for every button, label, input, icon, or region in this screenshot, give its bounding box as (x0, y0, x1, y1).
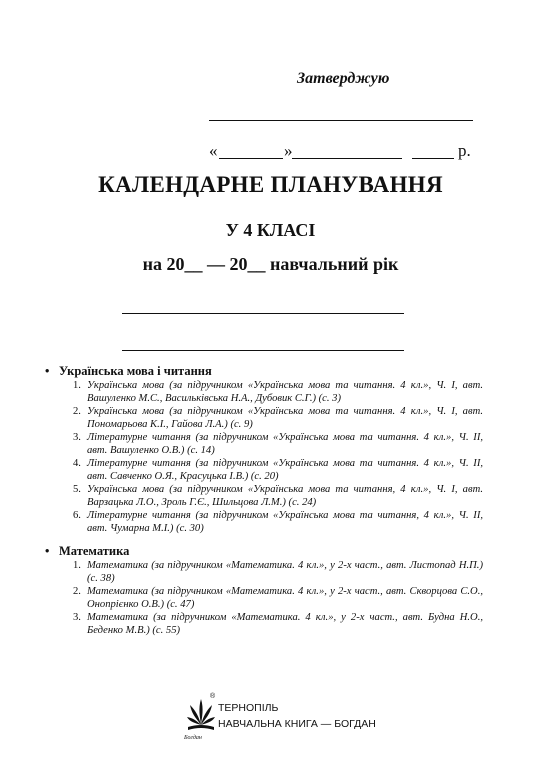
year-suffix: р. (458, 141, 471, 160)
signature-line (209, 120, 473, 121)
section-heading-ukrainian (45, 364, 212, 379)
list-item (73, 431, 483, 457)
bullet: • (45, 364, 50, 378)
publisher-city: ТЕРНОПІЛЬ (218, 702, 279, 714)
book-sprout-icon (186, 695, 216, 735)
section-title: Математика (59, 544, 130, 558)
approval-label: Затверджую (297, 70, 390, 87)
page-title: КАЛЕНДАРНЕ ПЛАНУВАННЯ (98, 172, 443, 197)
grade-heading: У 4 КЛАСІ (225, 220, 316, 240)
item-number: 1. (73, 560, 81, 571)
month-line (292, 158, 402, 159)
math-list (73, 559, 483, 637)
item-number: 1. (73, 380, 81, 391)
section-heading-math (45, 544, 129, 559)
item-number: 3. (73, 612, 81, 623)
item-text: Літературне читання (за підручником «Українська мова та читання, 4 кл.», Ч. ІІ, авт. Чумарна М.І.) (с. 30) (87, 510, 483, 534)
item-text: Літературне читання (за підручником «Українська мова та читання. 4 кл.», Ч. ІІ, авт. Вашуленко О.В.) (с. 14) (87, 432, 483, 456)
bullet: • (45, 544, 50, 558)
registered-mark: ® (210, 693, 216, 700)
item-text: Українська мова (за підручником «Українська мова та читання. 4 кл.», Ч. І, авт. Пономарьова К.І., Гайова Л.А.) (с. 9) (87, 406, 483, 430)
school-line (122, 350, 404, 351)
publisher-text (218, 700, 376, 732)
year-line (412, 158, 454, 159)
list-item (73, 405, 483, 431)
list-item (73, 457, 483, 483)
item-number: 5. (73, 484, 81, 495)
item-text: Математика (за підручником «Математика. 4 кл.», у 2-х част., авт. Листопад Н.П.) (с. 38) (87, 560, 483, 584)
quote-open: « (209, 141, 218, 160)
publisher-name: НАВЧАЛЬНА КНИГА — БОГДАН (218, 718, 376, 730)
section-title: Українська мова і читання (59, 364, 212, 378)
list-item (73, 611, 483, 637)
ukrainian-list (73, 379, 483, 535)
item-text: Українська мова (за підручником «Українська мова та читання. 4 кл.», Ч. І, авт. Вашуленко М.С., Васильківська Н.А., Дубовик С.Г.) (с. 3) (87, 380, 483, 404)
list-item (73, 559, 483, 585)
quote-close: » (284, 141, 293, 160)
item-number: 4. (73, 458, 81, 469)
item-number: 2. (73, 406, 81, 417)
academic-year: на 20__ — 20__ навчальний рік (142, 254, 399, 274)
item-number: 6. (73, 510, 81, 521)
list-item (73, 585, 483, 611)
teacher-line (122, 313, 404, 314)
logo-caption: Богдан (184, 735, 202, 741)
item-text: Математика (за підручником «Математика. 4 кл.», у 2-х част., авт. Будна Н.О., Беденко М.В.) (с. 55) (87, 612, 483, 636)
list-item (73, 483, 483, 509)
item-text: Математика (за підручником «Математика. 4 кл.», у 2-х част., авт. Скворцова С.О., Онопрієнко О.В.) (с. 47) (87, 586, 483, 610)
item-number: 3. (73, 432, 81, 443)
item-text: Літературне читання (за підручником «Українська мова та читання. 4 кл.», Ч. ІІ, авт. Савченко О.Я., Красуцька І.В.) (с. 20) (87, 458, 483, 482)
date-row (209, 141, 218, 161)
publisher-logo (186, 695, 216, 740)
item-text: Українська мова (за підручником «Українська мова та читання, 4 кл.», Ч. І, авт. Варзацька Л.О., Зроль Г.Є., Шильцова Л.М.) (с. 24) (87, 484, 483, 508)
list-item (73, 509, 483, 535)
day-line (219, 158, 283, 159)
item-number: 2. (73, 586, 81, 597)
list-item (73, 379, 483, 405)
